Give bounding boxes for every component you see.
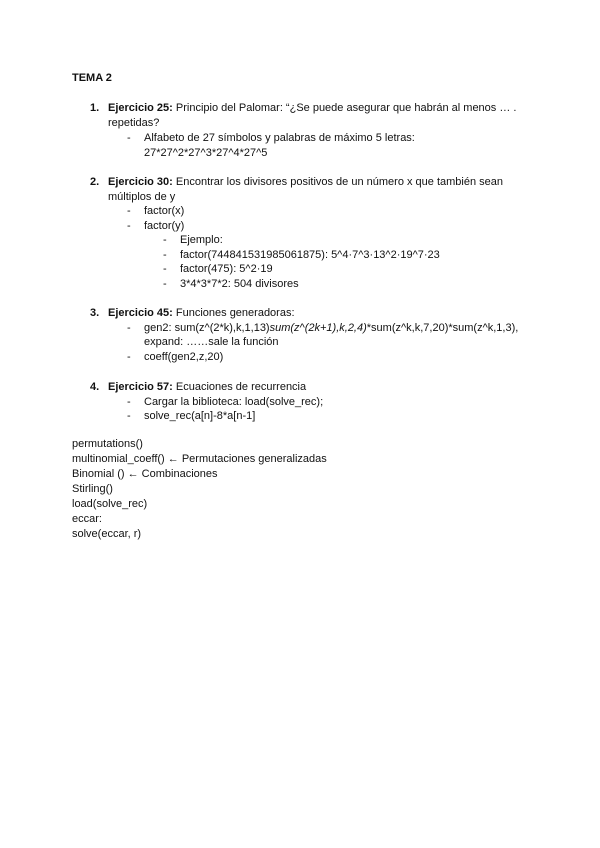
sub-sub-item-text: Ejemplo: [180,234,223,246]
gen2-expr-part: gen2: sum(z^(2*k),k,1,13) [144,321,270,334]
bullet-dash: - [127,410,131,422]
bullet-dash: - [163,277,167,290]
sub-item-text: Alfabeto de 27 símbolos y palabras de máximo 5 letras: [144,132,415,144]
sub-item [127,350,548,365]
note-line: Binomial () ← Combinaciones [72,468,218,480]
sub-item-text: factor(y) [144,219,185,232]
note-line: eccar: [72,513,102,525]
bullet-dash: - [127,219,131,232]
bullet-dash: - [163,248,167,261]
sub-sub-item-text: 3*4*3*7*2: 504 divisores [180,277,299,290]
item-text: Ecuaciones de recurrencia [172,381,307,393]
item-label: Ejercicio 25: [108,102,173,114]
sub-sub-item [163,248,548,263]
sub-sub-item-text: factor(744841531985061875): 5^4·7^3·13^2·19^7·23 [180,248,440,261]
item-text: Funciones generadoras: [172,307,295,319]
item-label: Ejercicio 57: [108,381,173,393]
item-number: 4. [90,381,100,393]
note-line: multinomial_coeff() ← Permutaciones generalizadas [72,453,327,465]
gen2-expr-italic-part: sum(z^(2k+1),k,2,4) [269,321,367,334]
item-number: 1. [90,102,100,114]
bullet-dash: - [127,350,131,363]
notes-block [72,437,327,542]
sub-sub-item-text: factor(475): 5^2·19 [180,263,273,275]
bullet-dash: - [163,234,167,246]
item-text: Encontrar los divisores positivos de un número x que también sean [172,176,504,188]
bullet-dash: - [163,263,167,275]
item-text: Principio del Palomar: “¿Se puede asegurar que habrán al menos … . [172,102,517,114]
bullet-dash: - [127,132,131,144]
page-title: TEMA 2 [72,72,112,84]
gen2-expand-text: expand: ……sale la función [144,336,279,348]
sub-sub-item [163,233,548,248]
sub-item-text: coeff(gen2,z,20) [144,350,224,363]
bullet-dash: - [127,205,131,217]
gen2-expr-part: *sum(z^k,k,7,20)*sum(z^k,1,3), [366,321,519,334]
sub-item-text: Cargar la biblioteca: load(solve_rec); [144,395,324,408]
sub-sub-item [163,262,548,277]
sub-item-text: factor(x) [144,205,185,217]
sub-item-text: solve_rec(a[n]-8*a[n-1] [144,410,256,422]
sub-item-text: 27*27^2*27^3*27^4*27^5 [144,146,268,159]
bullet-dash: - [127,395,131,408]
note-line: solve(eccar, r) [72,528,142,540]
item-text-continued: múltiplos de y [108,190,176,203]
item-label: Ejercicio 45: [108,307,173,319]
sub-item [127,219,548,234]
note-line: load(solve_rec) [72,498,148,510]
note-line: Stirling() [72,483,113,495]
sub-item [127,395,548,410]
sub-item [127,131,548,160]
bullet-dash: - [127,321,131,334]
note-line: permutations() [72,438,143,450]
item-label: Ejercicio 30: [108,176,173,188]
sub-item [127,409,548,424]
sub-item-gen2 [127,321,548,350]
sub-item [127,204,548,219]
item-text-continued: repetidas? [108,116,160,129]
item-number: 3. [90,307,100,319]
sub-sub-item [163,277,548,292]
item-number: 2. [90,176,100,188]
